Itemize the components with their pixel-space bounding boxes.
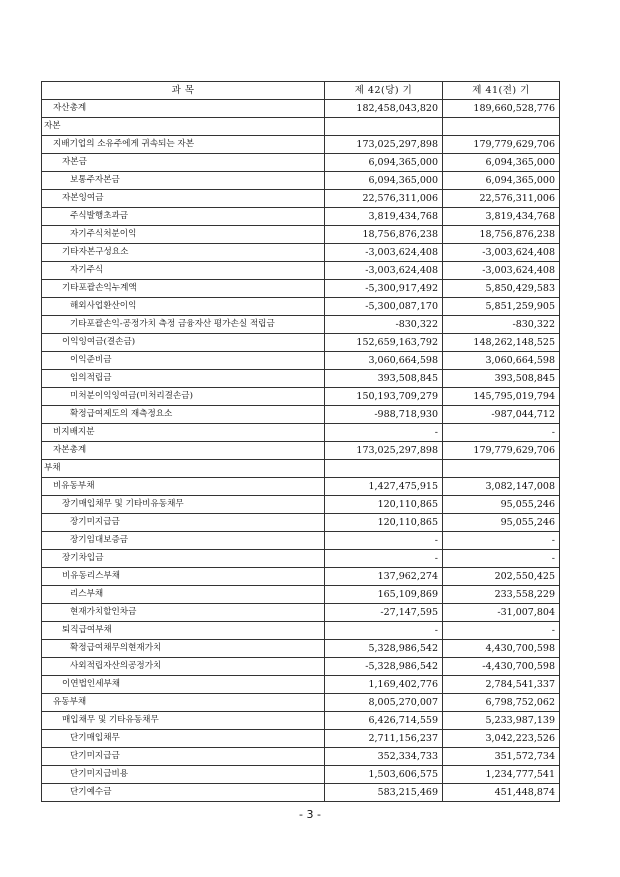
prior-period-amount: -830,322 bbox=[443, 316, 560, 334]
account-name: 자산총계 bbox=[42, 100, 325, 118]
prior-period-amount: -3,003,624,408 bbox=[443, 244, 560, 262]
current-period-amount: -830,322 bbox=[325, 316, 443, 334]
account-name: 단기예수금 bbox=[42, 784, 325, 802]
current-period-amount: 150,193,709,279 bbox=[325, 388, 443, 406]
prior-period-amount: -987,044,712 bbox=[443, 406, 560, 424]
account-name: 자기주식 bbox=[42, 262, 325, 280]
table-row bbox=[42, 370, 560, 388]
header-account: 과 목 bbox=[42, 82, 325, 100]
current-period-amount: 120,110,865 bbox=[325, 496, 443, 514]
current-period-amount: 1,427,475,915 bbox=[325, 478, 443, 496]
account-name: 이익준비금 bbox=[42, 352, 325, 370]
account-name: 단기매입채무 bbox=[42, 730, 325, 748]
page-number: - 3 - bbox=[299, 808, 321, 821]
current-period-amount: 3,060,664,598 bbox=[325, 352, 443, 370]
table-row bbox=[42, 784, 560, 802]
account-name: 자본 bbox=[42, 118, 325, 136]
prior-period-amount: 95,055,246 bbox=[443, 496, 560, 514]
prior-period-amount: 95,055,246 bbox=[443, 514, 560, 532]
current-period-amount bbox=[325, 118, 443, 136]
current-period-amount: 18,756,876,238 bbox=[325, 226, 443, 244]
current-period-amount: 1,169,402,776 bbox=[325, 676, 443, 694]
current-period-amount: 1,503,606,575 bbox=[325, 766, 443, 784]
current-period-amount: -3,003,624,408 bbox=[325, 262, 443, 280]
table-row bbox=[42, 640, 560, 658]
prior-period-amount: 189,660,528,776 bbox=[443, 100, 560, 118]
table-row bbox=[42, 262, 560, 280]
account-name: 부채 bbox=[42, 460, 325, 478]
current-period-amount: - bbox=[325, 550, 443, 568]
prior-period-amount: 5,851,259,905 bbox=[443, 298, 560, 316]
table-row bbox=[42, 658, 560, 676]
account-name: 비지배지분 bbox=[42, 424, 325, 442]
current-period-amount: 165,109,869 bbox=[325, 586, 443, 604]
table-row bbox=[42, 568, 560, 586]
prior-period-amount: 1,234,777,541 bbox=[443, 766, 560, 784]
account-name: 보통주자본금 bbox=[42, 172, 325, 190]
account-name: 자기주식처분이익 bbox=[42, 226, 325, 244]
current-period-amount: 137,962,274 bbox=[325, 568, 443, 586]
table-row bbox=[42, 334, 560, 352]
account-name: 지배기업의 소유주에게 귀속되는 자본 bbox=[42, 136, 325, 154]
table-row bbox=[42, 244, 560, 262]
current-period-amount: 173,025,297,898 bbox=[325, 442, 443, 460]
current-period-amount: 120,110,865 bbox=[325, 514, 443, 532]
prior-period-amount: -31,007,804 bbox=[443, 604, 560, 622]
table-row bbox=[42, 190, 560, 208]
prior-period-amount: 5,850,429,583 bbox=[443, 280, 560, 298]
account-name: 기타자본구성요소 bbox=[42, 244, 325, 262]
prior-period-amount: 6,094,365,000 bbox=[443, 172, 560, 190]
table-row bbox=[42, 478, 560, 496]
prior-period-amount: 18,756,876,238 bbox=[443, 226, 560, 244]
current-period-amount: 152,659,163,792 bbox=[325, 334, 443, 352]
prior-period-amount: 3,082,147,008 bbox=[443, 478, 560, 496]
prior-period-amount: 179,779,629,706 bbox=[443, 136, 560, 154]
prior-period-amount: 3,060,664,598 bbox=[443, 352, 560, 370]
financial-statement-table-container bbox=[41, 81, 559, 802]
prior-period-amount: 4,430,700,598 bbox=[443, 640, 560, 658]
current-period-amount: 3,819,434,768 bbox=[325, 208, 443, 226]
table-row bbox=[42, 712, 560, 730]
prior-period-amount: 179,779,629,706 bbox=[443, 442, 560, 460]
table-row bbox=[42, 604, 560, 622]
account-name: 기타포괄손익누계액 bbox=[42, 280, 325, 298]
table-row bbox=[42, 172, 560, 190]
table-row bbox=[42, 298, 560, 316]
account-name: 장기차입금 bbox=[42, 550, 325, 568]
account-name: 자본잉여금 bbox=[42, 190, 325, 208]
account-name: 유동부채 bbox=[42, 694, 325, 712]
header-current-period: 제 42(당) 기 bbox=[325, 82, 443, 100]
account-name: 이연법인세부채 bbox=[42, 676, 325, 694]
table-row bbox=[42, 136, 560, 154]
prior-period-amount: 145,795,019,794 bbox=[443, 388, 560, 406]
prior-period-amount: 3,819,434,768 bbox=[443, 208, 560, 226]
prior-period-amount: 393,508,845 bbox=[443, 370, 560, 388]
prior-period-amount bbox=[443, 118, 560, 136]
prior-period-amount: 22,576,311,006 bbox=[443, 190, 560, 208]
prior-period-amount: 233,558,229 bbox=[443, 586, 560, 604]
account-name: 장기미지급금 bbox=[42, 514, 325, 532]
prior-period-amount: - bbox=[443, 550, 560, 568]
prior-period-amount: 6,094,365,000 bbox=[443, 154, 560, 172]
table-row bbox=[42, 442, 560, 460]
table-row bbox=[42, 532, 560, 550]
current-period-amount: 6,426,714,559 bbox=[325, 712, 443, 730]
current-period-amount: 2,711,156,237 bbox=[325, 730, 443, 748]
table-row bbox=[42, 154, 560, 172]
table-row bbox=[42, 514, 560, 532]
current-period-amount: 352,334,733 bbox=[325, 748, 443, 766]
table-row bbox=[42, 586, 560, 604]
balance-sheet-table bbox=[41, 81, 560, 802]
prior-period-amount: 451,448,874 bbox=[443, 784, 560, 802]
account-name: 리스부채 bbox=[42, 586, 325, 604]
current-period-amount: 22,576,311,006 bbox=[325, 190, 443, 208]
prior-period-amount bbox=[443, 460, 560, 478]
account-name: 단기미지급비용 bbox=[42, 766, 325, 784]
table-row bbox=[42, 226, 560, 244]
account-name: 사외적립자산의공정가치 bbox=[42, 658, 325, 676]
table-row bbox=[42, 460, 560, 478]
account-name: 단기미지급금 bbox=[42, 748, 325, 766]
current-period-amount: - bbox=[325, 532, 443, 550]
account-name: 임의적립금 bbox=[42, 370, 325, 388]
current-period-amount: - bbox=[325, 622, 443, 640]
current-period-amount: 173,025,297,898 bbox=[325, 136, 443, 154]
table-header-row bbox=[42, 82, 560, 100]
prior-period-amount: - bbox=[443, 622, 560, 640]
table-row bbox=[42, 118, 560, 136]
table-row bbox=[42, 550, 560, 568]
current-period-amount: 583,215,469 bbox=[325, 784, 443, 802]
current-period-amount: 8,005,270,007 bbox=[325, 694, 443, 712]
current-period-amount bbox=[325, 460, 443, 478]
table-row bbox=[42, 100, 560, 118]
account-name: 확정급여채무의현재가치 bbox=[42, 640, 325, 658]
table-row bbox=[42, 694, 560, 712]
table-row bbox=[42, 748, 560, 766]
table-row bbox=[42, 406, 560, 424]
table-row bbox=[42, 316, 560, 334]
account-name: 미처분이익잉여금(미처리결손금) bbox=[42, 388, 325, 406]
table-row bbox=[42, 352, 560, 370]
current-period-amount: -5,300,917,492 bbox=[325, 280, 443, 298]
account-name: 주식발행초과금 bbox=[42, 208, 325, 226]
table-row bbox=[42, 424, 560, 442]
prior-period-amount: - bbox=[443, 532, 560, 550]
account-name: 해외사업환산이익 bbox=[42, 298, 325, 316]
account-name: 이익잉여금(결손금) bbox=[42, 334, 325, 352]
account-name: 장기임대보증금 bbox=[42, 532, 325, 550]
table-row bbox=[42, 766, 560, 784]
account-name: 비유동부채 bbox=[42, 478, 325, 496]
current-period-amount: - bbox=[325, 424, 443, 442]
current-period-amount: 5,328,986,542 bbox=[325, 640, 443, 658]
table-row bbox=[42, 622, 560, 640]
current-period-amount: 6,094,365,000 bbox=[325, 154, 443, 172]
account-name: 매입채무 및 기타유동채무 bbox=[42, 712, 325, 730]
current-period-amount: -5,300,087,170 bbox=[325, 298, 443, 316]
prior-period-amount: -3,003,624,408 bbox=[443, 262, 560, 280]
current-period-amount: -988,718,930 bbox=[325, 406, 443, 424]
current-period-amount: 393,508,845 bbox=[325, 370, 443, 388]
table-row bbox=[42, 280, 560, 298]
current-period-amount: -3,003,624,408 bbox=[325, 244, 443, 262]
prior-period-amount: 202,550,425 bbox=[443, 568, 560, 586]
prior-period-amount: 6,798,752,062 bbox=[443, 694, 560, 712]
prior-period-amount: 2,784,541,337 bbox=[443, 676, 560, 694]
current-period-amount: 182,458,043,820 bbox=[325, 100, 443, 118]
prior-period-amount: 5,233,987,139 bbox=[443, 712, 560, 730]
account-name: 자본금 bbox=[42, 154, 325, 172]
account-name: 현재가치할인차금 bbox=[42, 604, 325, 622]
account-name: 비유동리스부채 bbox=[42, 568, 325, 586]
account-name: 확정급여제도의 재측정요소 bbox=[42, 406, 325, 424]
table-row bbox=[42, 208, 560, 226]
table-row bbox=[42, 676, 560, 694]
prior-period-amount: -4,430,700,598 bbox=[443, 658, 560, 676]
header-prior-period: 제 41(전) 기 bbox=[443, 82, 560, 100]
current-period-amount: 6,094,365,000 bbox=[325, 172, 443, 190]
prior-period-amount: - bbox=[443, 424, 560, 442]
account-name: 장기매입채무 및 기타비유동채무 bbox=[42, 496, 325, 514]
prior-period-amount: 351,572,734 bbox=[443, 748, 560, 766]
account-name: 퇴직급여부채 bbox=[42, 622, 325, 640]
current-period-amount: -5,328,986,542 bbox=[325, 658, 443, 676]
account-name: 기타포괄손익-공정가치 측정 금융자산 평가손실 적립금 bbox=[42, 316, 325, 334]
current-period-amount: -27,147,595 bbox=[325, 604, 443, 622]
table-row bbox=[42, 388, 560, 406]
table-body bbox=[42, 100, 560, 802]
prior-period-amount: 148,262,148,525 bbox=[443, 334, 560, 352]
table-row bbox=[42, 496, 560, 514]
table-row bbox=[42, 730, 560, 748]
account-name: 자본총계 bbox=[42, 442, 325, 460]
prior-period-amount: 3,042,223,526 bbox=[443, 730, 560, 748]
